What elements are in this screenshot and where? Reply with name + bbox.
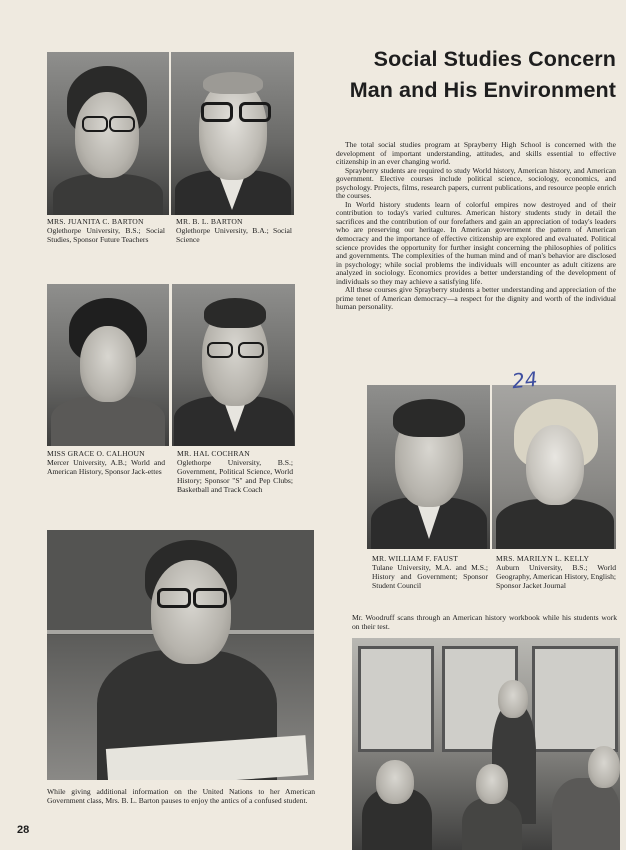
intro-paragraph: The total social studies program at Sprayberry High School is concerned with the development of important understanding, attitudes, and skills essential to effective citizenship in an ever changing world. bbox=[336, 140, 616, 167]
photo-barton-classroom bbox=[47, 530, 314, 780]
caption-grace-calhoun: MISS GRACE O. CALHOUN Mercer University, A.B.; World and American History, Sponsor Jack-ettes bbox=[47, 449, 165, 476]
caption-marilyn-kelly: MRS. MARILYN L. KELLY Auburn University, B.S.; World Geography, American History, English; Sponsor Jacket Journal bbox=[496, 554, 616, 590]
portrait-marilyn-kelly bbox=[492, 385, 616, 549]
page-number: 28 bbox=[17, 824, 30, 836]
caption-hal-cochran: MR. HAL COCHRAN Oglethorpe University, B.S.; Government, Political Science, World History; Sponsor "S" and Pep Clubs; Basketball and Track Coach bbox=[177, 449, 293, 494]
page-title-line-2: Man and His Environment bbox=[349, 78, 616, 102]
portrait-grace-calhoun bbox=[47, 284, 169, 446]
intro-paragraph: Sprayberry students are required to study World history, American history, and American government. Elective courses include political science, sociology, economics, and psychology. Projects, films, research papers, current publications, and resource people enrich the courses. bbox=[336, 165, 616, 201]
caption-juanita-barton: MRS. JUANITA C. BARTON Oglethorpe University, B.S.; Social Studies, Sponsor Future Teachers bbox=[47, 217, 165, 244]
portrait-hal-cochran bbox=[172, 284, 295, 446]
page-title-line-1: Social Studies Concern bbox=[373, 47, 616, 71]
handwritten-mark: 24 bbox=[510, 366, 539, 394]
intro-text bbox=[336, 141, 616, 312]
caption-woodruff: Mr. Woodruff scans through an American history workbook while his students work on their test. bbox=[352, 613, 617, 631]
caption-barton-class: While giving additional information on the United Nations to her American Government class, Mrs. B. L. Barton pauses to enjoy the antics of a confused student. bbox=[47, 787, 315, 805]
intro-paragraph: All these courses give Sprayberry students a better understanding and appreciation of the prime tenet of American democracy—a respect for the dignity and worth of the individual human personality. bbox=[336, 285, 616, 312]
caption-william-faust: MR. WILLIAM F. FAUST Tulane University, M.A. and M.S.; History and Government; Sponsor Student Council bbox=[372, 554, 488, 590]
portrait-william-faust bbox=[367, 385, 490, 549]
caption-bl-barton: MR. B. L. BARTON Oglethorpe University, B.A.; Social Science bbox=[176, 217, 292, 244]
portrait-bl-barton bbox=[171, 52, 294, 215]
photo-woodruff-classroom bbox=[352, 638, 620, 850]
intro-paragraph: In World history students learn of colorful empires now destroyed and of their contribution to today's varied cultures. American history students study in detail the sacrifices and the contribution of our forefathers and gain an appreciation of today's leaders who are preserving our heritage. In American government the pattern of American democracy and the importance of effective citizenship are explored and evaluated. Political science provides the opportunity for further insight concerning the philosophies of politics and governments. The complexities of the human mind and of man's behavior are disclosed in psychology; while social problems the individuals will encounter as adult citizens are analyzed in sociology. Economics provides a better understanding of the development of individuals so they may achieve a satisfying life. bbox=[336, 199, 616, 286]
portrait-juanita-barton bbox=[47, 52, 169, 215]
